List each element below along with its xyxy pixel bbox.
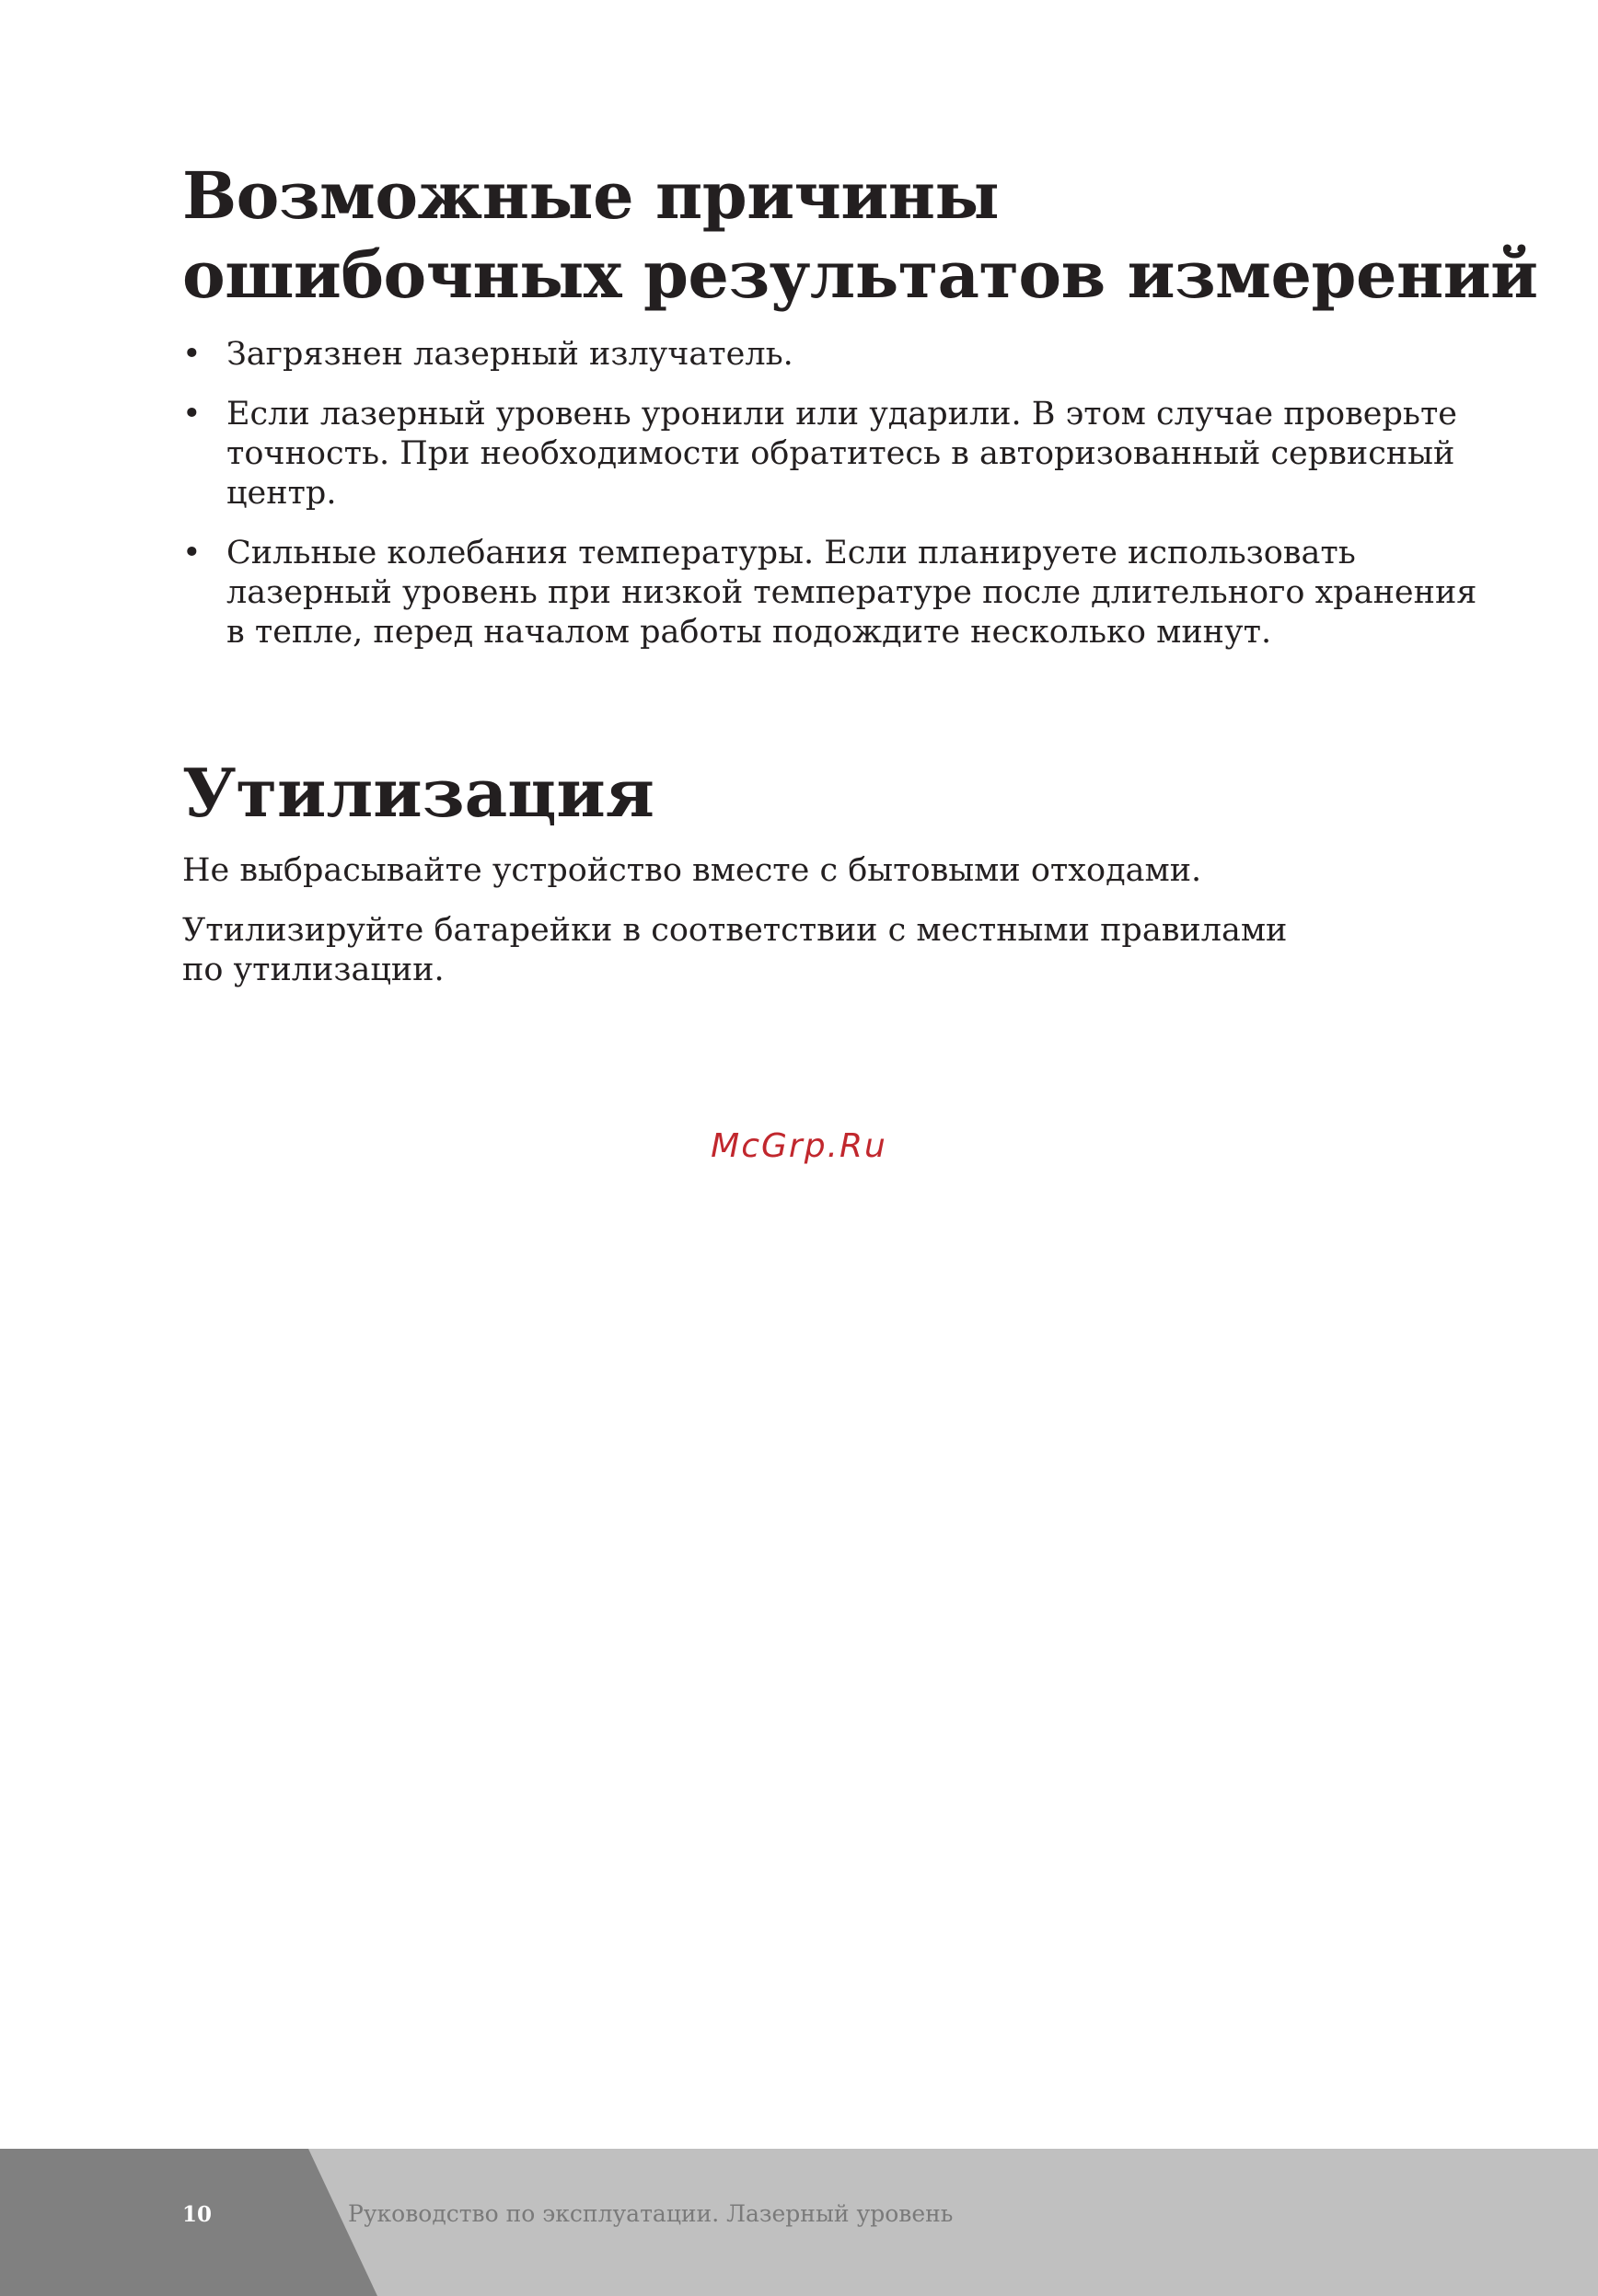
causes-heading [182, 156, 1538, 315]
causes-list [182, 335, 1489, 652]
disposal-paragraph-batteries: Утилизируйте батарейки в соответствии с местными правилами по утилизации. [182, 912, 1288, 988]
page-footer [0, 2149, 1598, 2296]
footer-document-title: Руководство по эксплуатации. Лазерный уровень [348, 2200, 954, 2227]
cause-item-dropped: • Если лазерный уровень уронили или ударили. В этом случае проверьте точность. При необходимости обратитесь в авторизованный сервисный центр. [182, 395, 1489, 513]
watermark-text: McGrp.Ru [711, 1127, 887, 1165]
page-number: 10 [182, 2202, 213, 2227]
disposal-paragraph-household: Не выбрасывайте устройство вместе с бытовыми отходами. [182, 852, 1202, 889]
causes-heading-line-1: Возможные причины [182, 157, 1000, 234]
cause-item-dirty-emitter: • Загрязнен лазерный излучатель. [182, 335, 1489, 375]
cause-item-temperature: • Сильные колебания температуры. Если планируете использовать лазерный уровень при низкой температуре после длительного хранения в тепле, перед началом работы подождите несколько минут. [182, 534, 1489, 652]
page-content [182, 156, 1538, 990]
causes-heading-line-2: ошибочных результатов измерений [182, 237, 1538, 313]
disposal-heading: Утилизация [182, 754, 654, 832]
